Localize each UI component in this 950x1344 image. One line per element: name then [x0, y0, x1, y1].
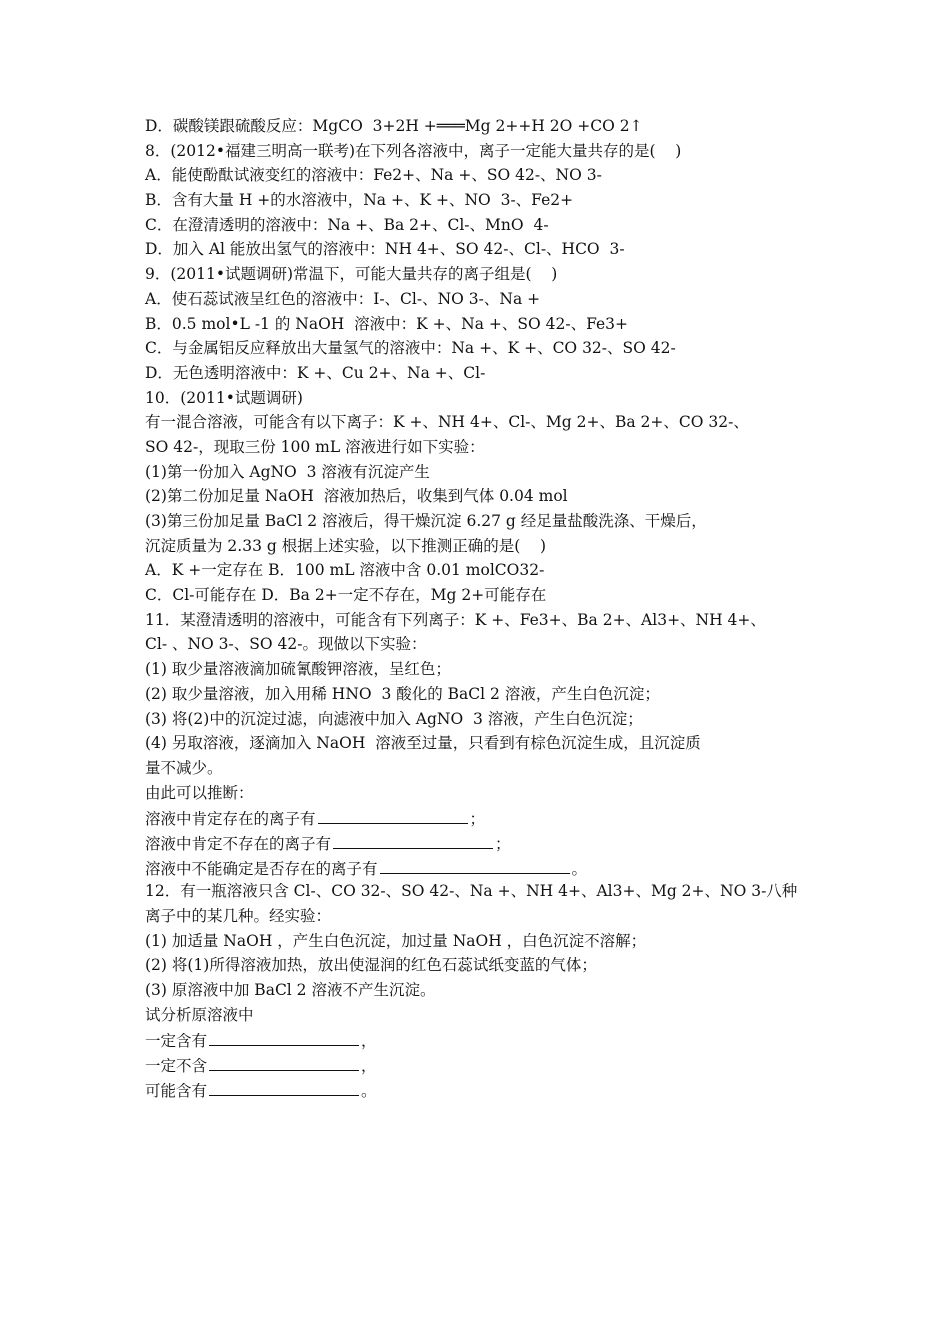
- answer-blank[interactable]: [318, 805, 468, 824]
- fill-in-punctuation: 。: [361, 1081, 377, 1100]
- text-line: Cl- 、NO 3-、SO 42-。现做以下实验：: [145, 635, 427, 654]
- answer-blank[interactable]: [209, 1027, 359, 1046]
- text-line: 11．某澄清透明的溶液中，可能含有下列离子：K +、Fe3+、Ba 2+、Al3+、NH 4+、: [145, 610, 766, 629]
- text-line: 有一混合溶液，可能含有以下离子：K +、NH 4+、Cl-、Mg 2+、Ba 2+、CO 32-、: [145, 413, 749, 432]
- text-line: 量不减少。: [145, 758, 223, 777]
- fill-in-prompt: 一定不含: [145, 1057, 208, 1076]
- fill-in-prompt: 一定含有: [145, 1032, 208, 1051]
- text-line: (1) 取少量溶液滴加硫氰酸钾溶液，呈红色；: [145, 660, 451, 679]
- answer-blank[interactable]: [380, 855, 570, 874]
- fill-in-punctuation: ；: [495, 834, 511, 853]
- text-line: 离子中的某几种。经实验：: [145, 907, 332, 925]
- fill-in-line: [145, 830, 825, 855]
- text-line: 9．(2011•试题调研)常温下，可能大量共存的离子组是( ): [145, 265, 558, 284]
- text-line: 12．有一瓶溶液只含 Cl-、CO 32-、SO 42-、Na +、NH 4+、Al3+、Mg 2+、NO 3-八种: [145, 882, 798, 901]
- text-line: A．使石蕊试液呈红色的溶液中：I-、Cl-、NO 3-、Na +: [145, 289, 541, 308]
- text-line: D．无色透明溶液中：K +、Cu 2+、Na +、Cl-: [145, 363, 486, 382]
- text-line: (1)第一份加入 AgNO 3 溶液有沉淀产生: [145, 462, 430, 481]
- text-line: C．在澄清透明的溶液中：Na +、Ba 2+、Cl-、MnO 4-: [145, 215, 549, 234]
- text-line: C．与金属铝反应释放出大量氢气的溶液中：Na +、K +、CO 32-、SO 42-: [145, 339, 676, 358]
- fill-in-punctuation: ；: [469, 810, 486, 829]
- text-line: 由此可以推断：: [145, 783, 254, 802]
- text-line: 沉淀质量为 2.33 g 根据上述实验，以下推测正确的是( ): [145, 536, 547, 555]
- fill-in-punctuation: 。: [571, 859, 588, 878]
- text-line: D．碳酸镁跟硫酸反应：MgCO 3+2H +═══Mg 2++H 2O +CO 2↑: [145, 117, 643, 135]
- text-line: (3)第三份加足量 BaCl 2 溶液后，得干燥沉淀 6.27 g 经足量盐酸洗涤、干燥后，: [145, 512, 707, 530]
- text-line: (4) 另取溶液，逐滴加入 NaOH 溶液至过量，只看到有棕色沉淀生成，且沉淀质: [145, 734, 701, 753]
- fill-in-line: [145, 1052, 825, 1077]
- text-line: (3) 将(2)中的沉淀过滤，向滤液中加入 AgNO 3 溶液，产生白色沉淀；: [145, 709, 643, 728]
- text-line: A．K +一定存在 B．100 mL 溶液中含 0.01 molCO32-: [145, 561, 545, 580]
- text-line: 试分析原溶液中: [145, 1005, 254, 1024]
- fill-in-lines-q11: [145, 805, 825, 879]
- text-line: (2) 将(1)所得溶液加热，放出使湿润的红色石蕊试纸变蓝的气体；: [145, 956, 597, 975]
- fill-in-punctuation: ，: [361, 1032, 377, 1051]
- question-lines: [145, 114, 825, 805]
- fill-in-line: [145, 1077, 825, 1102]
- fill-in-line: [145, 805, 825, 830]
- text-line: (3) 原溶液中加 BaCl 2 溶液不产生沉淀。: [145, 981, 436, 1000]
- text-line: SO 42-，现取三份 100 mL 溶液进行如下实验：: [145, 437, 485, 456]
- text-line: C．Cl-可能存在 D．Ba 2+一定不存在，Mg 2+可能存在: [145, 586, 547, 605]
- text-line: A．能使酚酞试液变红的溶液中：Fe2+、Na +、SO 42-、NO 3-: [145, 166, 602, 185]
- answer-blank[interactable]: [209, 1052, 359, 1071]
- text-line: B．0.5 mol•L -1 的 NaOH 溶液中：K +、Na +、SO 42-、Fe3+: [145, 314, 629, 333]
- fill-in-line: [145, 855, 825, 880]
- question-12-lines: [145, 879, 825, 1027]
- text-line: (1) 加适量 NaOH ，产生白色沉淀，加过量 NaOH ，白色沉淀不溶解；: [145, 931, 647, 950]
- answer-blank[interactable]: [209, 1077, 359, 1096]
- fill-in-prompt: 溶液中不能确定是否存在的离子有: [145, 859, 378, 878]
- answer-blank[interactable]: [333, 830, 493, 849]
- text-line: D．加入 Al 能放出氢气的溶液中：NH 4+、SO 42-、Cl-、HCO 3-: [145, 240, 625, 259]
- text-line: (2) 取少量溶液，加入用稀 HNO 3 酸化的 BaCl 2 溶液，产生白色沉淀；: [145, 684, 660, 703]
- document-body: [145, 114, 825, 1102]
- fill-in-lines-q12: [145, 1027, 825, 1101]
- fill-in-line: [145, 1027, 825, 1052]
- text-line: 8．(2012•福建三明高一联考)在下列各溶液中，离子一定能大量共存的是( ): [145, 141, 682, 160]
- fill-in-prompt: 溶液中肯定存在的离子有: [145, 810, 316, 829]
- text-line: B．含有大量 H +的水溶液中，Na +、K +、NO 3-、Fe2+: [145, 191, 574, 210]
- text-line: (2)第二份加足量 NaOH 溶液加热后，收集到气体 0.04 mol: [145, 487, 568, 506]
- fill-in-prompt: 可能含有: [145, 1081, 208, 1100]
- fill-in-prompt: 溶液中肯定不存在的离子有: [145, 834, 332, 853]
- text-line: 10．(2011•试题调研): [145, 388, 303, 407]
- fill-in-punctuation: ，: [361, 1057, 377, 1076]
